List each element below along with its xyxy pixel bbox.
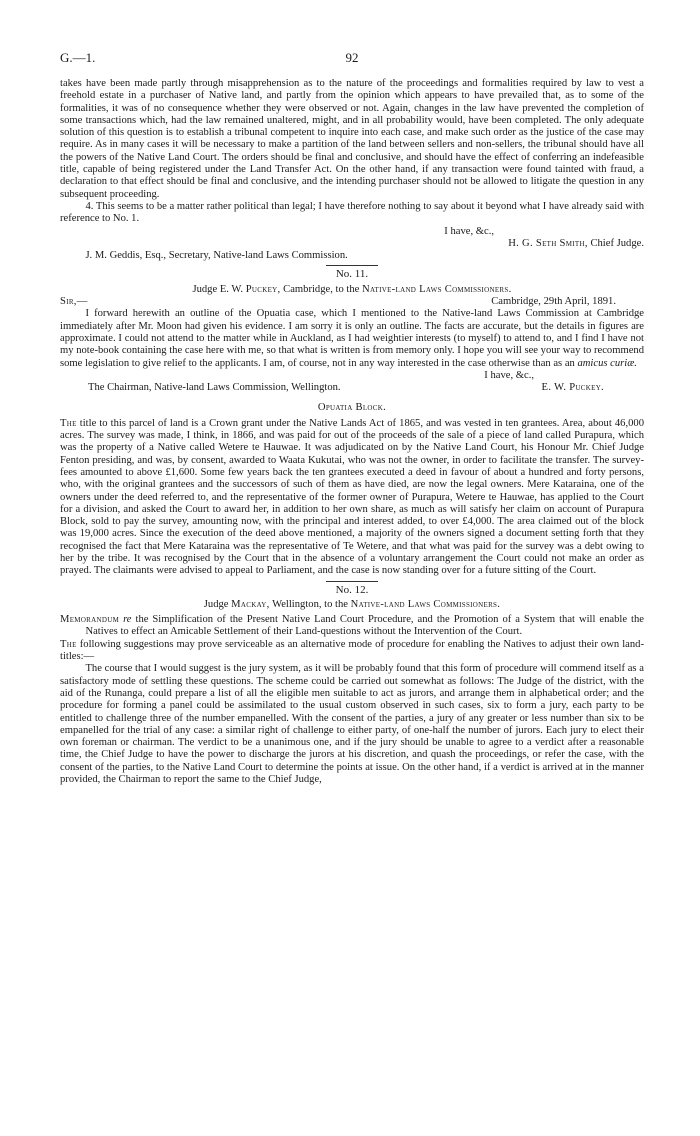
addressee: J. M. Geddis, Esq., Secretary, Native-land Laws Commission.: [85, 250, 348, 262]
place-date: Cambridge, 29th April, 1891.: [491, 296, 616, 308]
section-divider: [326, 581, 378, 582]
letter-heading: Judge E. W. Puckey, Cambridge, to the Native-land Laws Commissioners.: [192, 283, 512, 295]
document-reference: G.—1.: [60, 50, 96, 65]
section-divider: [326, 265, 378, 266]
paragraph-4: 4. This seems to be a matter rather political than legal; I have therefore nothing to say about it beyond what I have already said with reference to No. 1.: [60, 200, 644, 225]
closing-formula: I have, &c.,: [444, 225, 494, 237]
running-header: [60, 52, 644, 70]
section-title: Opuatia Block.: [317, 402, 387, 414]
signoff-row: [60, 382, 644, 394]
latin-phrase: amicus curiæ.: [577, 357, 637, 369]
letter-number: No. 12.: [335, 583, 369, 596]
closing-formula: I have, &c.,: [484, 369, 534, 381]
addressee: The Chairman, Native-land Laws Commission, Wellington.: [88, 382, 341, 394]
letter-heading: Judge Mackay, Wellington, to the Native-land Laws Commissioners.: [203, 598, 501, 610]
signature-line: [60, 238, 644, 250]
signature-title: Chief Judge.: [590, 237, 644, 249]
salutation-row: [60, 296, 644, 308]
signature: E. W. Puckey.: [541, 382, 604, 394]
memorandum-intro: The following suggestions may prove serviceable as an alternative mode of procedure for enabling the Natives to adjust their own land-titles:—: [60, 638, 645, 663]
page-number: 92: [345, 50, 359, 65]
salutation: Sir,—: [60, 296, 88, 308]
memorandum-title: Memorandum re the Simplification of the Present Native Land Court Procedure, and the Promotion of a System that will enable the Natives to effect an Amicable Settlement of their Land-questions without the Intervention of the Court.: [60, 614, 644, 638]
letter-body: I forward herewith an outline of the Opuatia case, which I mentioned to the Native-land Laws Commission at Cambridge immediately after Mr. Moon had given his evidence. I am sorry it is only an outline. The facts are accurate, but the details in figures are approximate. I could not attend to the matter while in Auckland, as I had weightier interests (to myself) to attend to, and I find I have not my note-book containing the case here with me, so that what is written is from memory only. I hope you will see your way to recommend some legislation to give relief to the applicants. I am, of course, not in any way interested in the case otherwise than as an amicus curiæ.: [60, 308, 644, 369]
memorandum-body: The course that I would suggest is the jury system, as it will be probably found that this form of procedure will commend itself as a satisfactory mode of settling these questions. The scheme could be carried out somewhat as follows: The Judge of the district, with the aid of the Runanga, could prepare a list of all the eligible men suitable to act as jurors, and arrange them in alphabetical order; and the procedure for forming a panel could be assimilated to the usual custom observed in such cases, six to form a jury, each party to be entitled to challenge three of the number empanelled. With the consent of the parties, a jury of any greater or less number than six to be empanelled for the trial of any case: a similar right of challenge to either party, of one-half the number of jurors. Each jury to elect their own foreman or chairman. The verdict to be a unanimous one, and if the jury should be unable to agree to a verdict after a reasonable time, the Chief Judge to have the power to discharge the jurors at his discretion, and quash the proceedings, or refer the case, with the consent of the parties, to the Native Land Court to determine the points at issue. On the other hand, if a verdict is arrived at in the manner provided, the Chairman to report the same to the Chief Judge,: [60, 663, 644, 786]
paragraph-continued: takes have been made partly through misapprehension as to the nature of the proceedings and formalities required by law to vest a freehold estate in a purchaser of Native land, and partly from the opinion which appears to have prevailed that, as to some of the formalities, it was of no consequence whether they were observed or not. Again, changes in the law have prevented the completion of some transactions which, had the law remained unaltered, might, and in all probability would, have been completed. The only adequate solution of this question is to establish a tribunal competent to inquire into each case, and make such order as the justice of the case may require. As in many cases it will be necessary to make a partition of the land between sellers and non-sellers, the tribunal should have all the powers of the Native Land Court. The orders should be final and conclusive, and should have the effect of conferring an indefeasible title, capable of being registered under the Land Transfer Act. On the other hand, if any transaction were found tainted with fraud, a declaration to that effect should be final and conclusive, and the intending purchaser should not be allowed to litigate the question in any subsequent proceeding.: [60, 78, 644, 200]
signature-name: H. G. Seth Smith,: [508, 237, 588, 249]
opuatia-paragraph: The title to this parcel of land is a Crown grant under the Native Lands Act of 1865, and was vested in ten grantees. Area, about 46,000 acres. The survey was made, I think, in 1866, and was paid for out of the proceeds of the sale of a piece of land called Purapura, which was the property of a Native called Wetere te Hauwae. It was adjudicated on by the Native Land Court, his Honour Mr. Chief Judge Fenton presiding, and was, by consent, awarded to Waata Kukutai, who was not the owner, in order to facilitate the transfer. The survey-fees amounted to above £1,600. Some few years back the ten grantees executed a deed in favour of about a hundred and forty persons, who, with the original grantees and the successors of such of them as have died, are now the legal owners. Mere Kataraina, one of the owners under the deed referred to, and the representative of the former owner of Purapura, Wetere te Hauwae, has applied to the Court for a division, and asked the Court to award her, in addition to her own share, as much as will satisfy her claim on account of Purapura Block, sold to pay the survey, amounting now, with the principal and interest added, to over £4,000. The area claimed out of the block was 19,000 acres. Since the execution of the deed above mentioned, a majority of the owners signed a document setting forth that they recognised the fact that Mere Kataraina was the representative of Te Wetere, and that what was paid for the survey was a debt owing to her by the tribe. It was recognised by the Court that in the absence of a voluntary arrangement the Court could not make an order as prayed. The claimants were advised to appeal to Parliament, and the case is now standing over for a future sitting of the Court.: [60, 417, 644, 577]
letter-number: No. 11.: [335, 268, 369, 281]
